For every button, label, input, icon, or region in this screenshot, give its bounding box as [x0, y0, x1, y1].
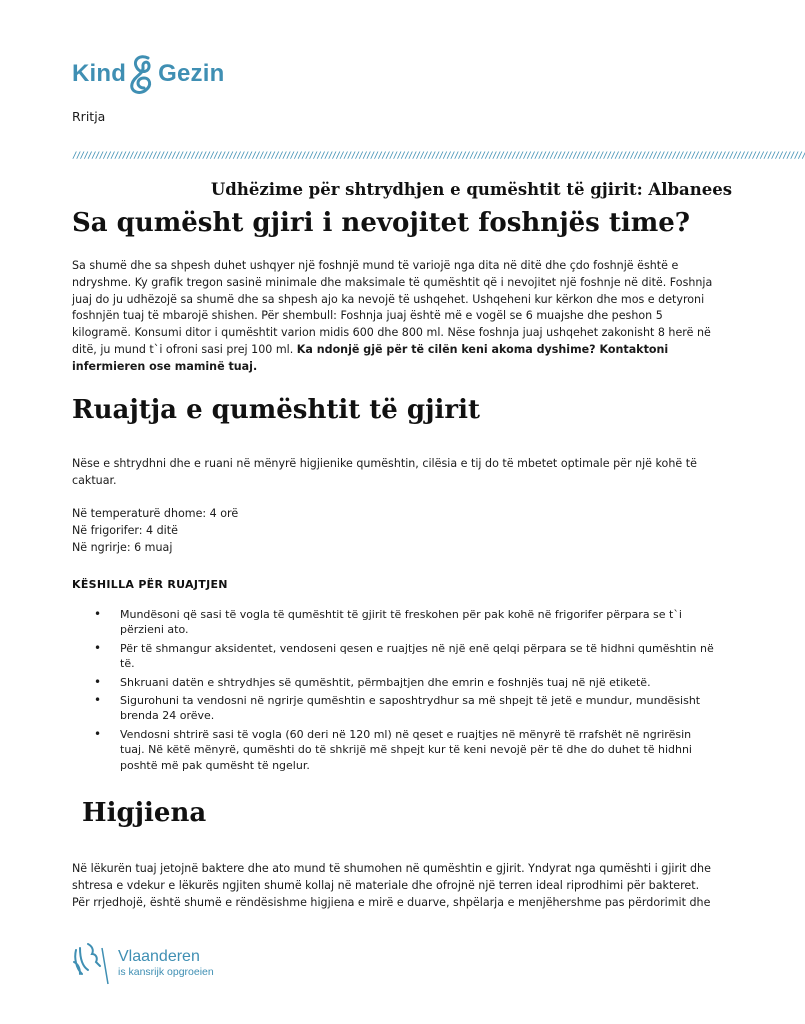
storage-durations: [72, 506, 238, 556]
list-item: • Sigurohuni ta vendosni në ngrirje qumështin e saposhtrydhur sa më shpejt të jetë e mundur, mundësisht brenda 24 orëve.: [72, 693, 714, 724]
storage-paragraph: Nëse e shtrydhni dhe e ruani në mënyrë higjienike qumështin, cilësia e tij do të mbetet optimale për një kohë të caktuar.: [72, 457, 697, 487]
storage-tips-list: [72, 607, 714, 776]
vlaanderen-tagline: is kansrijk opgroeien: [118, 966, 214, 978]
list-item: • Vendosni shtrirë sasi të vogla (60 deri në 120 ml) në qeset e ruajtjes në mënyrë të rrafshët në ngrirësin tuaj. Në këtë mënyrë, qumështi do të shkrijë më shpejt kur të keni nevojë për të dhe do duhet të hidhni poshtë më pak qumësht të ngelur.: [72, 727, 714, 773]
list-item: • Shkruani datën e shtrydhjes së qumështit, përmbajtjen dhe emrin e foshnjës tuaj në një etiketë.: [72, 675, 714, 690]
vlaanderen-name: Vlaanderen: [118, 948, 200, 965]
document-title: Udhëzime për shtrydhjen e qumështit të gjirit: Albanees: [210, 180, 732, 199]
duration-room-temp: Në temperaturë dhome: 4 orë: [72, 507, 239, 520]
intro-paragraph: [72, 258, 714, 376]
vlaanderen-logo: [70, 940, 214, 986]
vlaanderen-text: [118, 948, 214, 978]
list-item: • Për të shmangur aksidentet, vendoseni qesen e ruajtjes në një enë qelqi përpara se të hidhni qumështin në të.: [72, 641, 714, 672]
heading-milk-needs: Sa qumësht gjiri i nevojitet foshnjës time?: [72, 208, 691, 238]
hygiene-paragraph: Në lëkurën tuaj jetojnë baktere dhe ato mund të shumohen në qumështin e gjirit. Yndyrat nga qumështi i gjirit dhe shtresa e vdekur e lëkurës ngjiten shumë kollaj në materiale dhe ofrojnë një terren ideal riprodhimi për bakteret. Për rrjedhojë, është shumë e rëndësishme higjiena e mirë e duarve, shpëlarja e menjëhershme pas përdorimit dhe: [72, 862, 711, 909]
intro-contact-note: Ka ndonjë gjë për të cilën keni akoma dyshime? Kontaktoni infermieren ose maminë tuaj.: [72, 342, 669, 373]
ampersand-icon: [124, 52, 160, 96]
diagonal-hatch-divider: ////////////////////////////////////////////////////////////////////////////////////////////////////////////////////////////////////////////////////////////////////////////////////////////////: [72, 151, 805, 161]
duration-freezer: Në ngrirje: 6 muaj: [72, 540, 173, 554]
kind-en-gezin-logo: [72, 52, 224, 96]
duration-fridge: Në frigorifer: 4 ditë: [72, 523, 178, 537]
logo-text-kind: Kind: [72, 60, 127, 87]
heading-storage: Ruajtja e qumështit të gjirit: [72, 395, 480, 425]
logo-text-gezin: Gezin: [158, 60, 225, 87]
section-label: Rritja: [72, 109, 106, 124]
heading-hygiene: Higjiena: [82, 798, 207, 828]
storage-tips-heading: KËSHILLA PËR RUAJTJEN: [72, 578, 228, 591]
intro-text: Sa shumë dhe sa shpesh duhet ushqyer një foshnjë mund të variojë nga dita në ditë dhe çdo foshnjë është e ndryshme. Ky grafik tregon sasinë minimale dhe maksimale të qumështit që i nevojitet një foshnje në ditë. Foshnja juaj do ju udhëzojë sa shumë dhe sa shpesh ajo ka nevojë të ushqehet. Ushqeheni kur kërkon dhe mos e detyroni foshnjën tuaj të mbarojë shishen. Për shembull: Foshnja juaj është më e vogël se 6 muajshe dhe peshon 5 kilogramë. Konsumi ditor i qumështit varion midis 600 dhe 800 ml. Nëse foshnja juaj ushqehet zakonisht 8 herë në ditë, ju mund t`i ofroni sasi prej 100 ml.: [72, 259, 713, 356]
flemish-lion-icon: [70, 940, 114, 986]
list-item: • Mundësoni që sasi të vogla të qumështit të gjirit të freskohen për pak kohë në frigorifer përpara se t`i përzieni ato.: [72, 607, 714, 638]
